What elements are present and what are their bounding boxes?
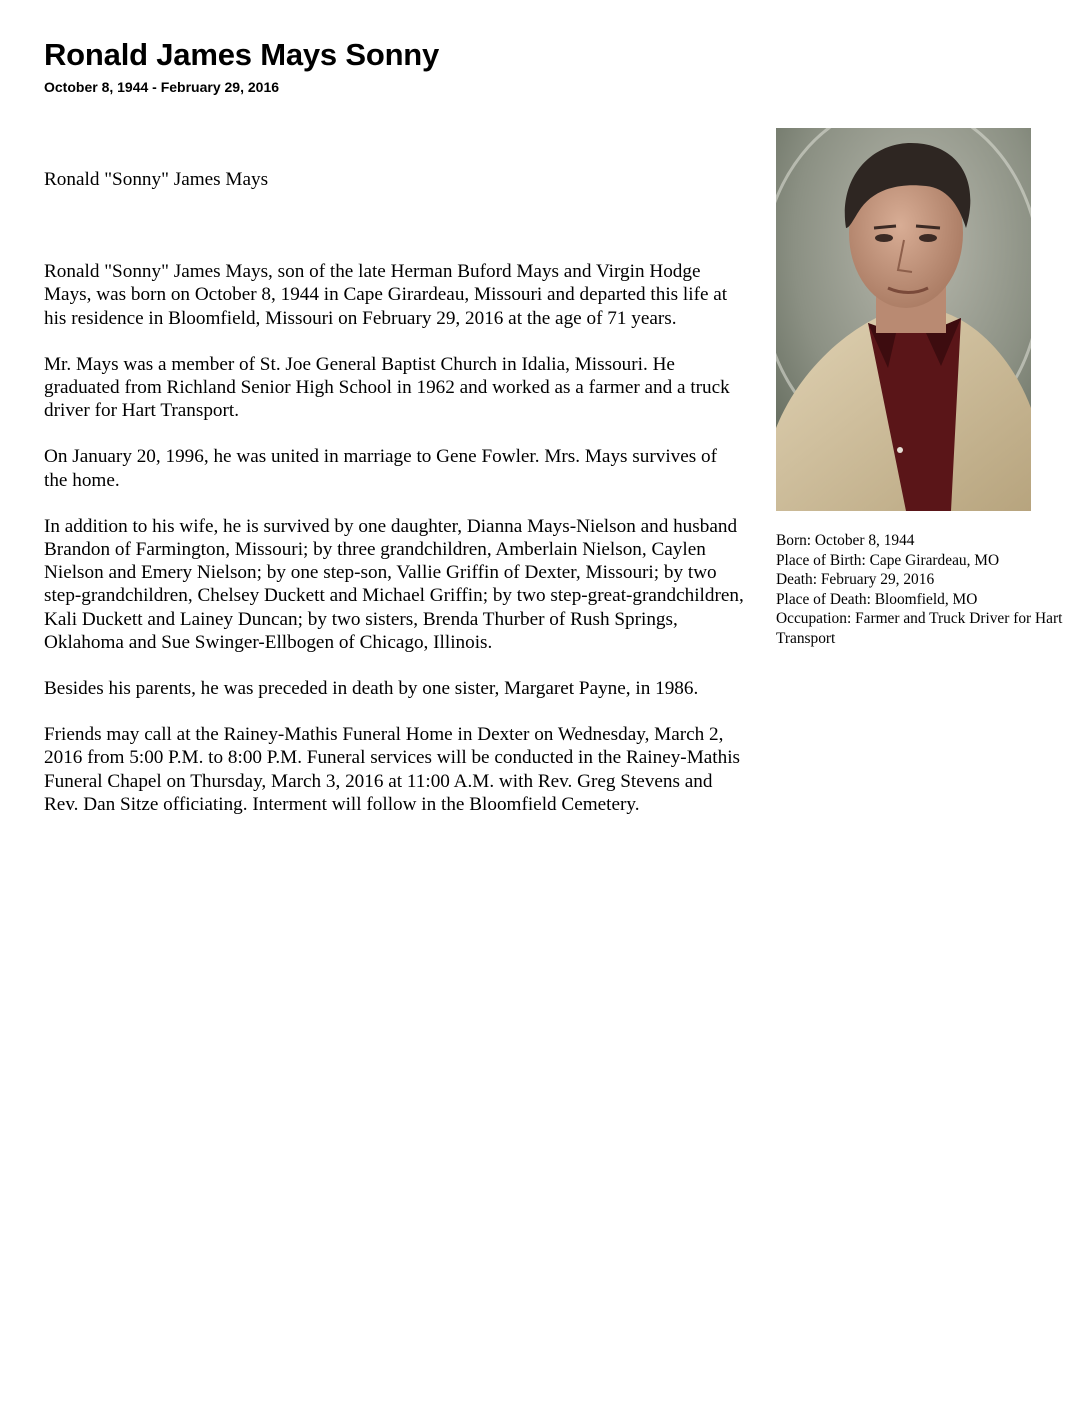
paragraph-church-career: Mr. Mays was a member of St. Joe General Baptist Church in Idalia, Missouri. He graduated from Richland Senior High School in 1962 and worked as a farmer and a truck driver for Hart Transport. <box>44 353 730 422</box>
facts-panel <box>776 531 1066 649</box>
life-dates: October 8, 1944 - February 29, 2016 <box>44 79 280 95</box>
fact-born: Born: October 8, 1944 <box>776 532 915 549</box>
paragraph-marriage: On January 20, 1996, he was united in marriage to Gene Fowler. Mrs. Mays survives of the home. <box>44 446 718 491</box>
page-title: Ronald James Mays Sonny <box>44 37 440 72</box>
fact-occupation: Occupation: Farmer and Truck Driver for Hart Transport <box>776 610 1063 647</box>
obituary-body <box>44 168 744 839</box>
paragraph-preceded: Besides his parents, he was preceded in death by one sister, Margaret Payne, in 1986. <box>44 678 699 700</box>
fact-place-of-death: Place of Death: Bloomfield, MO <box>776 590 978 608</box>
fact-death: Death: February 29, 2016 <box>776 571 935 589</box>
paragraph-birth-death: Ronald "Sonny" James Mays, son of the late Herman Buford Mays and Virgin Hodge Mays, was born on October 8, 1944 in Cape Girardeau, Missouri and departed this life at his residence in Bloomfield, Missouri on February 29, 2016 at the age of 71 years. <box>44 261 728 329</box>
fact-place-of-birth: Place of Birth: Cape Girardeau, MO <box>776 551 1000 569</box>
portrait-photo <box>776 128 1031 511</box>
lead-name: Ronald "Sonny" James Mays <box>44 169 269 190</box>
paragraph-survivors: In addition to his wife, he is survived by one daughter, Dianna Mays-Nielson and husband Brandon of Farmington, Missouri; by three grandchildren, Amberlain Nielson, Caylen Nielson and Emery Nielson; by one step-son, Vallie Griffin of Dexter, Missouri; by two step-grandchildren, Chelsey Duckett and Michael Griffin; by two step-great-grandchildren, Kali Duckett and Lainey Duncan; by two sisters, Brenda Thurber of Rush Springs, Oklahoma and Sue Swinger-Ellbogen of Chicago, Illinois. <box>44 515 744 653</box>
paragraph-services: Friends may call at the Rainey-Mathis Funeral Home in Dexter on Wednesday, March 2, 2016 from 5:00 P.M. to 8:00 P.M. Funeral services will be conducted in the Rainey-Mathis Funeral Chapel on Thursday, March 3, 2016 at 11:00 A.M. with Rev. Greg Stevens and Rev. Dan Sitze officiating. Interment will follow in the Bloomfield Cemetery. <box>44 724 740 815</box>
